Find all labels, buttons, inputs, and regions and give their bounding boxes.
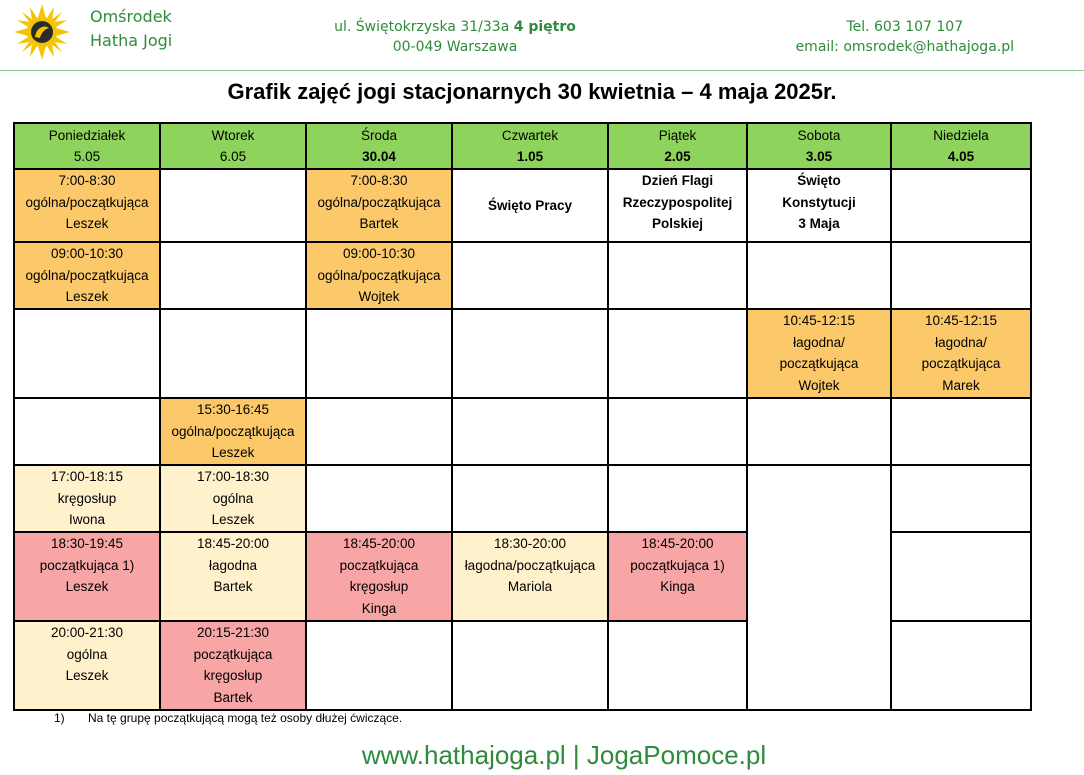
empty-cell [891,242,1031,309]
empty-cell [452,309,608,398]
org-line-1: Omśrodek [90,7,172,26]
empty-cell-merged [747,465,891,710]
holiday-friday: Dzień Flagi Rzeczypospolitej Polskiej [608,169,747,242]
class-cell-mon-7: 20:00-21:30 ogólna Leszek [14,621,160,710]
class-cell-mon-6: 18:30-19:45 początkująca 1) Leszek [14,532,160,621]
class-cell-fri-6: 18:45-20:00 początkująca 1) Kinga [608,532,747,621]
holiday-saturday: Święto Konstytucji 3 Maja [747,169,891,242]
class-cell-wed-2: 09:00-10:30 ogólna/początkująca Wojtek [306,242,452,309]
address-street: ul. Świętokrzyska 31/33a [334,19,510,35]
empty-cell [608,621,747,710]
phone-number: Tel. 603 107 107 [846,19,964,35]
class-cell-wed-1: 7:00-8:30 ogólna/początkująca Bartek [306,169,452,242]
empty-cell [306,398,452,465]
class-cell-mon-2: 09:00-10:30 ogólna/początkująca Leszek [14,242,160,309]
table-header-row [14,123,1031,169]
holiday-thursday: Święto Pracy [452,169,608,242]
empty-cell [891,532,1031,621]
empty-cell [747,398,891,465]
empty-cell [306,309,452,398]
class-cell-mon-5: 17:00-18:15 kręgosłup Iwona [14,465,160,532]
day-header-friday: Piątek 2.05 [608,123,747,169]
empty-cell [608,309,747,398]
class-cell-tue-5: 17:00-18:30 ogólna Leszek [160,465,306,532]
empty-cell [14,398,160,465]
empty-cell [452,465,608,532]
empty-cell [452,621,608,710]
organization-name [90,5,172,53]
empty-cell [891,465,1031,532]
address-city: 00-049 Warszawa [392,39,518,55]
empty-cell [160,242,306,309]
sun-logo-icon [14,4,70,60]
table-row [14,169,1031,242]
table-row [14,465,1031,532]
header-divider [0,70,1084,71]
email-address: email: omsrodek@hathajoga.pl [795,39,1014,55]
day-header-sunday: Niedziela 4.05 [891,123,1031,169]
empty-cell [452,398,608,465]
table-row [14,398,1031,465]
empty-cell [306,465,452,532]
day-header-thursday: Czwartek 1.05 [452,123,608,169]
class-cell-wed-6: 18:45-20:00 początkująca kręgosłup Kinga [306,532,452,621]
day-header-wednesday: Środa 30.04 [306,123,452,169]
empty-cell [608,242,747,309]
class-cell-tue-7: 20:15-21:30 początkująca kręgosłup Bartek [160,621,306,710]
class-cell-sun-3: 10:45-12:15 łagodna/ początkująca Marek [891,309,1031,398]
day-header-monday: Poniedziałek 5.05 [14,123,160,169]
address-floor: 4 piętro [513,19,576,35]
schedule-table [13,122,1032,711]
table-row [14,242,1031,309]
empty-cell [608,465,747,532]
empty-cell [608,398,747,465]
empty-cell [14,309,160,398]
contact-block [796,17,1014,57]
day-header-tuesday: Wtorek 6.05 [160,123,306,169]
website-link[interactable]: www.hathajoga.pl | JogaPomoce.pl [361,740,767,770]
class-cell-mon-1: 7:00-8:30 ogólna/początkująca Leszek [14,169,160,242]
empty-cell [160,309,306,398]
org-line-2: Hatha Jogi [90,31,173,50]
day-header-saturday: Sobota 3.05 [747,123,891,169]
footnote [54,711,402,725]
empty-cell [891,398,1031,465]
footnote-number: 1) [54,711,65,725]
footnote-text: Na tę grupę początkującą mogą też osoby dłużej ćwiczące. [88,711,403,725]
class-cell-thu-6: 18:30-20:00 łagodna/początkująca Mariola [452,532,608,621]
class-cell-sat-3: 10:45-12:15 łagodna/ początkująca Wojtek [747,309,891,398]
empty-cell [891,169,1031,242]
page-title: Grafik zajęć jogi stacjonarnych 30 kwietnia – 4 maja 2025r. [227,79,837,104]
empty-cell [306,621,452,710]
class-cell-tue-4: 15:30-16:45 ogólna/początkująca Leszek [160,398,306,465]
empty-cell [891,621,1031,710]
class-cell-tue-6: 18:45-20:00 łagodna Bartek [160,532,306,621]
table-row [14,309,1031,398]
empty-cell [160,169,306,242]
address-block [300,17,610,57]
empty-cell [747,242,891,309]
empty-cell [452,242,608,309]
